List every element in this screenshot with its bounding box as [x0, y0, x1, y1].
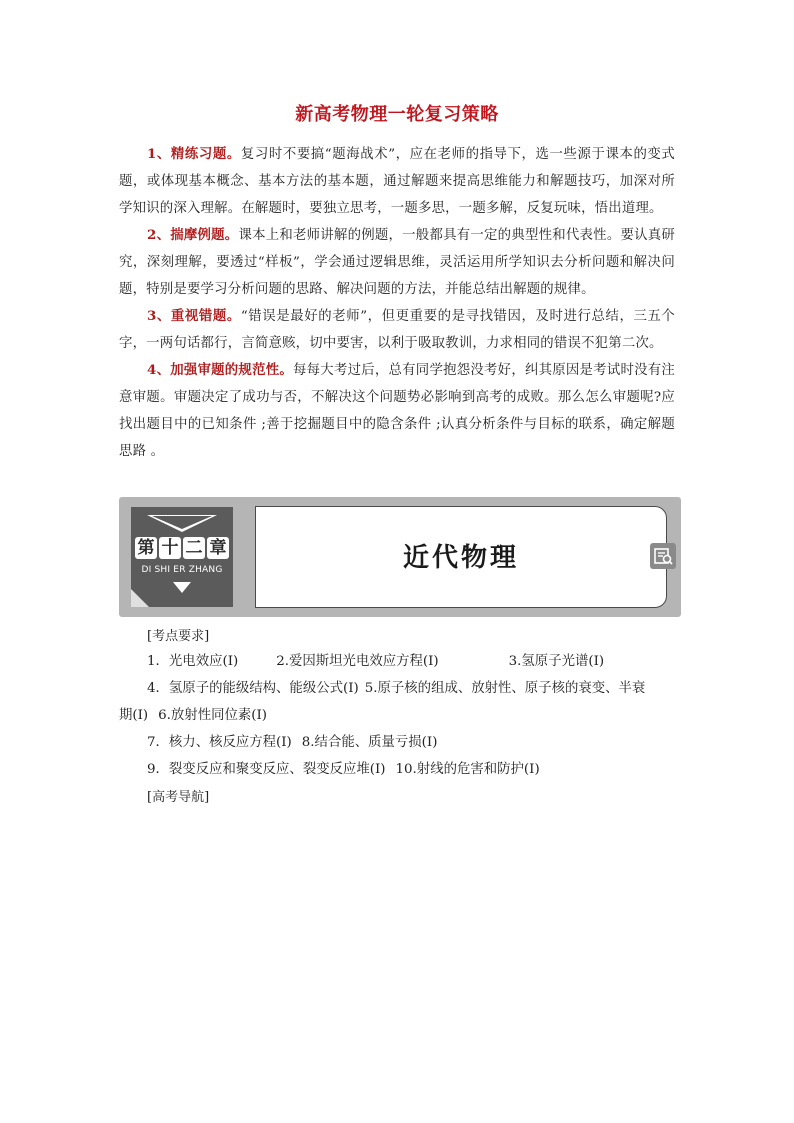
- requirement-item: 1．光电效应(Ⅰ): [147, 654, 239, 669]
- requirement-item: 3.氢原子光谱(Ⅰ): [508, 654, 605, 669]
- strategy-text: 复习时不要搞“题海战术”，应在老师的指导下，选一些源于课本的变式题，或体现基本概念、基本方法的基本题，通过解题来提高思维能力和解题技巧，加深对所学知识的深入理解。在解题时，要独立思考，一题多思，一题多解，反复玩味，悟出道理。: [119, 147, 676, 216]
- requirement-item: 期(Ⅰ): [119, 708, 149, 723]
- strategy-heading: 2、揣摩例题。: [147, 227, 239, 243]
- chapter-char: 第: [135, 537, 157, 559]
- requirement-item: 6.放射性同位素(Ⅰ): [158, 708, 267, 723]
- chapter-number: [135, 537, 229, 559]
- chapter-char: 十: [159, 537, 181, 559]
- requirement-item: 7．核力、核反应方程(Ⅰ): [147, 735, 292, 750]
- strategy-item: [119, 222, 675, 303]
- chapter-char: 二: [183, 537, 205, 559]
- requirement-item: 9．裂变反应和聚变反应、裂变反应堆(Ⅰ): [147, 762, 386, 777]
- book-search-icon[interactable]: [650, 543, 676, 569]
- chapter-title: 近代物理: [402, 543, 519, 573]
- requirement-item: 4．氢原子的能级结构、能级公式(Ⅰ): [147, 681, 359, 696]
- strategy-heading: 3、重视错题。: [147, 308, 241, 324]
- requirements-list: [119, 648, 675, 783]
- strategy-text: 课本上和老师讲解的例题，一般都具有一定的典型性和代表性。要认真研究，深刻理解，要透过“样板”，学会通过逻辑思维，灵活运用所学知识去分析问题和解决问题，特别是要学习分析问题的思路、解决问题的方法，并能总结出解题的规律。: [119, 228, 675, 297]
- requirement-line: [119, 756, 675, 783]
- requirement-item: 2.爱因斯坦光电效应方程(Ⅰ): [276, 654, 439, 669]
- strategy-list: [119, 141, 675, 465]
- chapter-banner: [119, 497, 681, 617]
- strategy-item: [119, 141, 675, 222]
- navigation-heading: [高考导航]: [147, 790, 210, 805]
- badge-fold-corner: [131, 589, 149, 607]
- chapter-title-panel: [255, 506, 667, 608]
- requirement-line: [119, 702, 675, 729]
- strategy-heading: 1、精练习题。: [147, 146, 241, 162]
- strategy-text: 每每大考过后，总有同学抱怨没考好，纠其原因是考试时没有注意审题。审题决定了成功与否，不解决这个问题势必影响到高考的成败。那么怎么审题呢?应找出题目中的已知条件 ;善于挖掘题目中的隐含条件 ;认真分析条件与目标的联系，确定解题思路 。: [119, 363, 675, 459]
- strategy-item: [119, 357, 675, 465]
- down-triangle-icon: [173, 582, 191, 593]
- requirement-item: 5.原子核的组成、放射性、原子核的衰变、半衰: [364, 681, 646, 696]
- requirement-line: [119, 675, 675, 702]
- requirement-item: 8.结合能、质量亏损(Ⅰ): [301, 735, 438, 750]
- strategy-item: [119, 303, 675, 357]
- chapter-pinyin: DI SHI ER ZHANG: [141, 565, 223, 575]
- requirement-item: 10.射线的危害和防护(Ⅰ): [395, 762, 540, 777]
- requirement-line: [119, 648, 675, 675]
- requirement-line: [119, 729, 675, 756]
- strategy-heading: 4、加强审题的规范性。: [147, 362, 294, 378]
- badge-top-triangle-inner: [152, 516, 212, 529]
- strategy-text: “错误是最好的老师”，但更重要的是寻找错因，及时进行总结，三五个字，一两句话都行，言简意赅，切中要害，以利于吸取教训，力求相同的错误不犯第二次。: [119, 309, 676, 351]
- page-title: 新高考物理一轮复习策略: [295, 104, 499, 125]
- chapter-char: 章: [207, 537, 229, 559]
- requirements-heading: [考点要求]: [147, 629, 210, 644]
